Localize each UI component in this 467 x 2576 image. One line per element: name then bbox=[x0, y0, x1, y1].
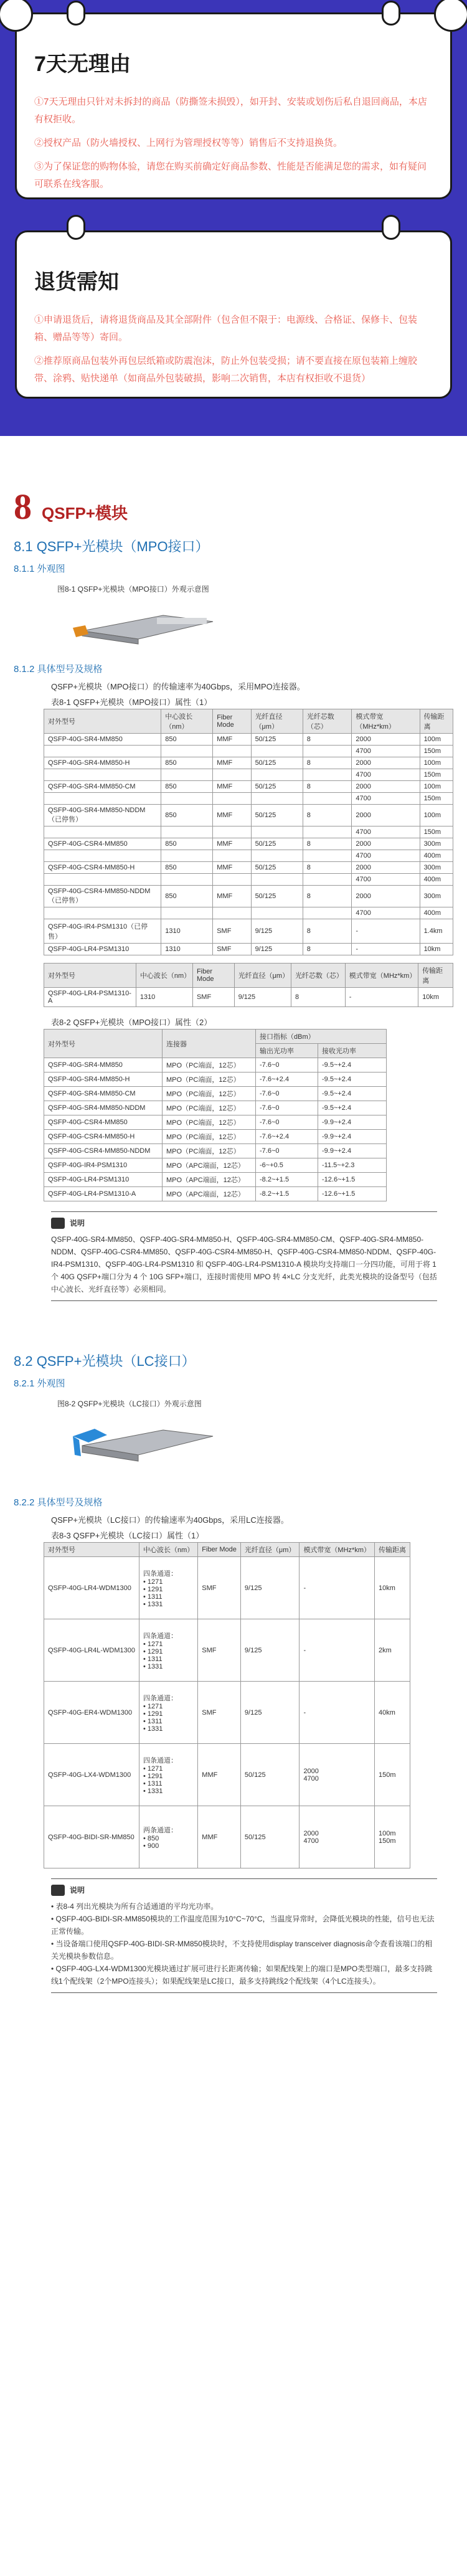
table-cell bbox=[251, 907, 303, 919]
table-row bbox=[44, 1073, 387, 1087]
table-cell: MMF bbox=[198, 1744, 241, 1806]
note-icon bbox=[51, 1885, 65, 1896]
subsection-title: 8.1.1 外观图 bbox=[14, 564, 65, 574]
table-cell: MPO（PC端面，12芯） bbox=[163, 1115, 256, 1130]
table-cell: 850 bbox=[161, 838, 213, 850]
refund-title: 退货需知 bbox=[34, 270, 119, 294]
table-cell: 400m bbox=[420, 850, 453, 862]
table-header: 对外型号 bbox=[44, 1030, 163, 1058]
table-cell bbox=[303, 746, 352, 757]
table-row bbox=[44, 1130, 387, 1144]
table-cell: 8 bbox=[303, 734, 352, 746]
table-cell: QSFP-40G-LR4-PSM1310 bbox=[44, 1173, 163, 1187]
table-cell: 四条通道： • 1271 • 1291 • 1311 • 1331 bbox=[139, 1619, 198, 1682]
table-row bbox=[44, 919, 453, 944]
table-cell: -8.2~+1.5 bbox=[256, 1173, 318, 1187]
table-cell: 2000 bbox=[352, 757, 420, 769]
table-cell bbox=[44, 907, 161, 919]
table-cell: 4700 bbox=[352, 769, 420, 781]
chapter-title: QSFP+模块 bbox=[42, 504, 128, 523]
table-cell bbox=[251, 793, 303, 805]
table-row bbox=[44, 874, 453, 886]
return-title: 7天无理由 bbox=[34, 52, 131, 76]
spec-table-2 bbox=[44, 1029, 387, 1201]
table-cell bbox=[303, 826, 352, 838]
table-cell bbox=[213, 907, 251, 919]
table-cell: 400m bbox=[420, 907, 453, 919]
table-cell: 2km bbox=[375, 1619, 410, 1682]
table-cell: 2000 bbox=[352, 838, 420, 850]
table-cell: -9.5~+2.4 bbox=[318, 1058, 387, 1073]
table-cell: 2000 4700 bbox=[300, 1806, 375, 1868]
table-row bbox=[44, 746, 453, 757]
table-cell bbox=[213, 769, 251, 781]
table-cell: -7.6~+2.4 bbox=[256, 1130, 318, 1144]
table-cell: MPO（APC端面，12芯） bbox=[163, 1173, 256, 1187]
table-cell: 8 bbox=[291, 988, 345, 1007]
table-cell: MPO（PC端面，12芯） bbox=[163, 1087, 256, 1101]
table-cell: -9.9~+2.4 bbox=[318, 1144, 387, 1158]
table-cell bbox=[161, 874, 213, 886]
note-item: • 当设备端口使用QSFP-40G-BIDI-SR-MM850模块时，不支持使用display transceiver diagnosis命令查看该端口的相关光模块参数信息。 bbox=[51, 1939, 433, 1961]
note-item: • QSFP-40G-BIDI-SR-MM850模块的工作温度范围为10°C~70°C，当温度异常时，会降低光模块的性能，信号也无法正常传输。 bbox=[51, 1915, 435, 1936]
manual-document bbox=[0, 486, 467, 1993]
table-row bbox=[44, 1115, 387, 1130]
lc-module-image bbox=[70, 1418, 453, 1477]
table-cell: 150m bbox=[420, 746, 453, 757]
refund-item: ②推荐原商品包装外再包层纸箱或防震泡沫，防止外包装受损；请不要直接在原包装箱上缠胶带、涂鸦、贴快递单（如商品外包装破损，影响二次销售，本店有权拒收不退货） bbox=[34, 356, 418, 384]
table-cell: QSFP-40G-LX4-WDM1300 bbox=[44, 1744, 139, 1806]
table-cell: - bbox=[352, 944, 420, 955]
note-heading: 说明 bbox=[70, 1219, 85, 1228]
table-cell: 1310 bbox=[161, 919, 213, 944]
table-cell: MMF bbox=[198, 1806, 241, 1868]
section-title: 8.1 QSFP+光模块（MPO接口） bbox=[14, 539, 209, 554]
table-cell bbox=[161, 746, 213, 757]
table-cell bbox=[161, 907, 213, 919]
table-cell: 100m bbox=[420, 781, 453, 793]
table-cell: QSFP-40G-SR4-MM850-NDDM bbox=[44, 1101, 163, 1115]
table-cell bbox=[303, 769, 352, 781]
table-caption: 表8-3 QSFP+光模块（LC接口）属性（1） bbox=[51, 1531, 204, 1540]
table-cell: QSFP-40G-CSR4-MM850-NDDM bbox=[44, 1144, 163, 1158]
table-cell: 400m bbox=[420, 874, 453, 886]
table-cell: 850 bbox=[161, 734, 213, 746]
return-item: ③为了保证您的购物体验，请您在购买前确定好商品参数、性能是否能满足您的需求，如有疑问可联系在线客服。 bbox=[34, 161, 427, 189]
table-cell: 四条通道： • 1271 • 1291 • 1311 • 1331 bbox=[139, 1557, 198, 1619]
table-cell bbox=[213, 793, 251, 805]
table-cell: 850 bbox=[161, 862, 213, 874]
card-corner-circle bbox=[434, 0, 467, 32]
table-cell: 9/125 bbox=[251, 919, 303, 944]
table-header: 对外型号 bbox=[44, 964, 136, 988]
table-cell: 50/125 bbox=[251, 734, 303, 746]
table-cell: 850 bbox=[161, 886, 213, 907]
table-cell: -7.6~0 bbox=[256, 1101, 318, 1115]
table-header: 连接器 bbox=[163, 1030, 256, 1058]
table-header: 模式带宽（MHz*km） bbox=[300, 1543, 375, 1557]
table-cell: 9/125 bbox=[240, 1682, 300, 1744]
spec-table-1 bbox=[44, 709, 453, 955]
table-cell: QSFP-40G-LR4-WDM1300 bbox=[44, 1557, 139, 1619]
table-header: 光纤直径（μm） bbox=[251, 709, 303, 734]
table-cell: QSFP-40G-LR4-PSM1310-A bbox=[44, 988, 136, 1007]
table-cell bbox=[213, 826, 251, 838]
table-row bbox=[44, 988, 453, 1007]
table-row bbox=[44, 1158, 387, 1173]
table-cell: 100m 150m bbox=[375, 1806, 410, 1868]
table-cell: MMF bbox=[213, 862, 251, 874]
table-cell: 4700 bbox=[352, 907, 420, 919]
table-cell: 100m bbox=[420, 805, 453, 826]
table-cell bbox=[303, 850, 352, 862]
table-row bbox=[44, 1101, 387, 1115]
table-cell: MPO（PC端面，12芯） bbox=[163, 1144, 256, 1158]
table-header: 光纤直径（μm） bbox=[240, 1543, 300, 1557]
table-cell: 4700 bbox=[352, 826, 420, 838]
table-cell: -9.9~+2.4 bbox=[318, 1115, 387, 1130]
note-box bbox=[51, 1211, 437, 1301]
table-cell: MPO（PC端面，12芯） bbox=[163, 1073, 256, 1087]
table-row bbox=[44, 1744, 410, 1806]
table-header: 光纤芯数（芯） bbox=[291, 964, 345, 988]
table-row bbox=[44, 944, 453, 955]
figure-caption: 图8-1 QSFP+光模块（MPO接口）外观示意图 bbox=[57, 585, 209, 594]
table-cell: QSFP-40G-CSR4-MM850 bbox=[44, 838, 161, 850]
table-cell: QSFP-40G-CSR4-MM850 bbox=[44, 1115, 163, 1130]
table-cell: 2000 bbox=[352, 805, 420, 826]
table-cell: MMF bbox=[213, 805, 251, 826]
table-cell: 9/125 bbox=[234, 988, 291, 1007]
table-cell: 8 bbox=[303, 919, 352, 944]
table-cell: - bbox=[300, 1557, 375, 1619]
table-cell: 50/125 bbox=[251, 805, 303, 826]
table-cell: 8 bbox=[303, 757, 352, 769]
table-cell: -9.5~+2.4 bbox=[318, 1087, 387, 1101]
subsection-title: 8.2.1 外观图 bbox=[14, 1378, 65, 1389]
table-row bbox=[44, 1619, 410, 1682]
table-cell: 8 bbox=[303, 805, 352, 826]
table-cell bbox=[251, 874, 303, 886]
table-header: 对外型号 bbox=[44, 1543, 139, 1557]
table-cell bbox=[213, 850, 251, 862]
table-cell: QSFP-40G-SR4-MM850 bbox=[44, 1058, 163, 1073]
card-ring bbox=[382, 215, 400, 240]
table-row bbox=[44, 850, 453, 862]
table-cell: MMF bbox=[213, 757, 251, 769]
table-cell: 2000 bbox=[352, 781, 420, 793]
table-cell bbox=[213, 746, 251, 757]
table-cell: 9/125 bbox=[240, 1557, 300, 1619]
card-ring bbox=[67, 1, 85, 26]
table-cell bbox=[161, 850, 213, 862]
table-header: 中心波长（nm） bbox=[139, 1543, 198, 1557]
table-row bbox=[44, 781, 453, 793]
table-cell: - bbox=[345, 988, 418, 1007]
table-cell bbox=[161, 793, 213, 805]
notice-banner bbox=[0, 0, 467, 436]
table-row bbox=[44, 1058, 387, 1073]
refund-item: ①申请退货后，请将退货商品及其全部附件（包含但不限于：电源线、合格证、保修卡、包装箱、赠品等等）寄回。 bbox=[34, 315, 418, 343]
table-caption: 表8-2 QSFP+光模块（MPO接口）属性（2） bbox=[51, 1018, 212, 1027]
table-cell bbox=[161, 769, 213, 781]
table-header: 模式带宽（MHz*km） bbox=[352, 709, 420, 734]
table-cell: SMF bbox=[213, 919, 251, 944]
mpo-module-image bbox=[70, 603, 453, 650]
table-row bbox=[44, 734, 453, 746]
spec-table-1b bbox=[44, 963, 453, 1007]
table-row bbox=[44, 1144, 387, 1158]
chapter-number: 8 bbox=[14, 486, 32, 527]
note-text: QSFP-40G-SR4-MM850、QSFP-40G-SR4-MM850-H、QSFP-40G-SR4-MM850-CM、QSFP-40G-SR4-MM850-NDDM、QSFP-40G-CSR4-MM850、QSFP-40G-CSR4-MM850-H、QSFP-40G-CSR4-MM850-NDDM、QSFP-40G-IR4-PSM1310、QSFP-40G-LR4-PSM1310 和 QSFP-40G-LR4-PSM1310-A 模块均支持端口一分四功能，可用于将 1 个 40G QSFP+端口分为 4 个 10G SFP+端口，连接时需使用 MPO 转 4×LC 分支光纤，此类光模块的设备型号（包括中心波长、光纤直径等）必须相同。 bbox=[51, 1235, 437, 1294]
table-cell: 50/125 bbox=[251, 781, 303, 793]
table-cell: 300m bbox=[420, 862, 453, 874]
table-row bbox=[44, 769, 453, 781]
card-ring bbox=[67, 215, 85, 240]
table-cell bbox=[44, 874, 161, 886]
table-cell: 850 bbox=[161, 805, 213, 826]
table-cell: 40km bbox=[375, 1682, 410, 1744]
table-cell: MMF bbox=[213, 886, 251, 907]
table-row bbox=[44, 793, 453, 805]
table-cell: 4700 bbox=[352, 746, 420, 757]
table-cell: 100m bbox=[420, 734, 453, 746]
table-row bbox=[44, 907, 453, 919]
table-cell: MPO（APC端面，12芯） bbox=[163, 1187, 256, 1201]
table-cell: 150m bbox=[420, 769, 453, 781]
refund-policy-card bbox=[15, 230, 452, 399]
table-cell: 50/125 bbox=[251, 862, 303, 874]
table-cell bbox=[251, 769, 303, 781]
table-cell: 四条通道： • 1271 • 1291 • 1311 • 1331 bbox=[139, 1744, 198, 1806]
table-cell: -7.6~0 bbox=[256, 1087, 318, 1101]
table-row bbox=[44, 1087, 387, 1101]
table-cell: QSFP-40G-IR4-PSM1310（已停售） bbox=[44, 919, 161, 944]
table-row bbox=[44, 1187, 387, 1201]
table-cell: QSFP-40G-LR4-PSM1310-A bbox=[44, 1187, 163, 1201]
figure-caption: 图8-2 QSFP+光模块（LC接口）外观示意图 bbox=[57, 1399, 202, 1408]
note-item: • QSFP-40G-LX4-WDM1300光模块通过扩展可进行长距离传输；如果配线架上的端口是MPO类型端口，最多支持跳线1个配线架（2个MPO连接头）；如果配线架是LC接口，最多支持跳线2个配线架（4个LC连接头）。 bbox=[51, 1964, 433, 1986]
table-header: 输出光功率 bbox=[256, 1044, 318, 1058]
table-cell bbox=[161, 826, 213, 838]
note-box bbox=[51, 1878, 437, 1993]
table-cell: 9/125 bbox=[240, 1619, 300, 1682]
table-row bbox=[44, 757, 453, 769]
table-cell: 50/125 bbox=[251, 838, 303, 850]
table-cell: - bbox=[300, 1619, 375, 1682]
table-cell bbox=[44, 769, 161, 781]
note-heading: 说明 bbox=[70, 1886, 85, 1895]
table-cell: 2000 bbox=[352, 734, 420, 746]
table-row bbox=[44, 862, 453, 874]
table-cell: 2000 bbox=[352, 886, 420, 907]
table-cell: MMF bbox=[213, 781, 251, 793]
subsection-title: 8.2.2 具体型号及规格 bbox=[14, 1497, 103, 1508]
table-row bbox=[44, 1557, 410, 1619]
table-cell: -9.9~+2.4 bbox=[318, 1130, 387, 1144]
table-cell: -12.6~+1.5 bbox=[318, 1173, 387, 1187]
table-cell: MMF bbox=[213, 734, 251, 746]
table-cell: 4700 bbox=[352, 850, 420, 862]
table-cell bbox=[44, 746, 161, 757]
table-cell: -8.2~+1.5 bbox=[256, 1187, 318, 1201]
table-header: 中心波长（nm） bbox=[136, 964, 192, 988]
table-cell bbox=[44, 793, 161, 805]
table-cell: QSFP-40G-CSR4-MM850-H bbox=[44, 1130, 163, 1144]
table-cell: -7.6~0 bbox=[256, 1058, 318, 1073]
table-row bbox=[44, 1173, 387, 1187]
table-cell: 8 bbox=[303, 838, 352, 850]
table-cell: QSFP-40G-SR4-MM850-H bbox=[44, 1073, 163, 1087]
table-row bbox=[44, 838, 453, 850]
table-cell: MPO（PC端面，12芯） bbox=[163, 1130, 256, 1144]
table-cell: 1310 bbox=[136, 988, 192, 1007]
table-cell: 8 bbox=[303, 886, 352, 907]
table-header: 中心波长（nm） bbox=[161, 709, 213, 734]
table-cell: QSFP-40G-LR4L-WDM1300 bbox=[44, 1619, 139, 1682]
table-cell: 1310 bbox=[161, 944, 213, 955]
table-cell: -7.6~0 bbox=[256, 1144, 318, 1158]
table-header: Fiber Mode bbox=[192, 964, 234, 988]
return-item: ②授权产品（防火墙授权、上网行为管理授权等等）销售后不支持退换货。 bbox=[34, 138, 343, 148]
table-cell: MPO（APC端面，12芯） bbox=[163, 1158, 256, 1173]
table-header: 传输距离 bbox=[418, 964, 453, 988]
table-cell: -11.5~+2.3 bbox=[318, 1158, 387, 1173]
table-cell: SMF bbox=[213, 944, 251, 955]
table-cell: 150m bbox=[420, 793, 453, 805]
subsection-title: 8.1.2 具体型号及规格 bbox=[14, 664, 103, 675]
table-cell: 8 bbox=[303, 862, 352, 874]
table-cell: 2000 4700 bbox=[300, 1744, 375, 1806]
table-cell: MMF bbox=[213, 838, 251, 850]
table-cell: SMF bbox=[198, 1682, 241, 1744]
table-cell: SMF bbox=[198, 1619, 241, 1682]
table-cell: QSFP-40G-IR4-PSM1310 bbox=[44, 1158, 163, 1173]
table-row bbox=[44, 1682, 410, 1744]
table-header: 传输距离 bbox=[375, 1543, 410, 1557]
table-cell: 10km bbox=[418, 988, 453, 1007]
table-cell: QSFP-40G-SR4-MM850-CM bbox=[44, 781, 161, 793]
table-cell: -7.6~+2.4 bbox=[256, 1073, 318, 1087]
table-cell: 300m bbox=[420, 838, 453, 850]
table-cell: QSFP-40G-LR4-PSM1310 bbox=[44, 944, 161, 955]
note-item: • 表8-4 列出光模块为所有合适通道的平均光功率。 bbox=[51, 1902, 219, 1911]
table-cell: 850 bbox=[161, 781, 213, 793]
table-header: 对外型号 bbox=[44, 709, 161, 734]
table-cell: 150m bbox=[420, 826, 453, 838]
table-cell: 50/125 bbox=[240, 1806, 300, 1868]
table-header: 接口指标（dBm） bbox=[256, 1030, 387, 1044]
table-cell: QSFP-40G-BIDI-SR-MM850 bbox=[44, 1806, 139, 1868]
table-row bbox=[44, 886, 453, 907]
body-text: QSFP+光模块（LC接口）的传输速率为40Gbps，采用LC连接器。 bbox=[51, 1515, 289, 1525]
table-cell: 1.4km bbox=[420, 919, 453, 944]
section-title: 8.2 QSFP+光模块（LC接口） bbox=[14, 1353, 196, 1369]
table-cell: QSFP-40G-CSR4-MM850-H bbox=[44, 862, 161, 874]
table-cell: SMF bbox=[192, 988, 234, 1007]
return-item: ①7天无理由只针对未拆封的商品（防撕签未损毁），如开封、安装或划伤后私自退回商品，本店有权拒收。 bbox=[34, 97, 427, 125]
table-cell: QSFP-40G-ER4-WDM1300 bbox=[44, 1682, 139, 1744]
table-cell: SMF bbox=[198, 1557, 241, 1619]
table-cell: 850 bbox=[161, 757, 213, 769]
table-cell: -9.5~+2.4 bbox=[318, 1073, 387, 1087]
table-cell bbox=[251, 850, 303, 862]
table-cell: 4700 bbox=[352, 793, 420, 805]
table-cell: 8 bbox=[303, 944, 352, 955]
card-corner-circle bbox=[0, 0, 33, 32]
table-cell: -12.6~+1.5 bbox=[318, 1187, 387, 1201]
table-cell bbox=[303, 793, 352, 805]
table-header: Fiber Mode bbox=[213, 709, 251, 734]
table-cell: 4700 bbox=[352, 874, 420, 886]
table-cell: 50/125 bbox=[251, 886, 303, 907]
table-cell bbox=[251, 826, 303, 838]
table-cell: 8 bbox=[303, 781, 352, 793]
table-cell: QSFP-40G-CSR4-MM850-NDDM（已停售） bbox=[44, 886, 161, 907]
body-text: QSFP+光模块（MPO接口）的传输速率为40Gbps，采用MPO连接器。 bbox=[51, 682, 305, 691]
table-cell bbox=[44, 826, 161, 838]
chapter-heading bbox=[14, 486, 453, 528]
table-cell: 100m bbox=[420, 757, 453, 769]
table-cell bbox=[251, 746, 303, 757]
table-caption: 表8-1 QSFP+光模块（MPO接口）属性（1） bbox=[51, 698, 212, 707]
table-cell: QSFP-40G-SR4-MM850-NDDM（已停售） bbox=[44, 805, 161, 826]
table-cell bbox=[303, 874, 352, 886]
table-cell: 150m bbox=[375, 1744, 410, 1806]
table-header: 光纤直径（μm） bbox=[234, 964, 291, 988]
table-cell: QSFP-40G-SR4-MM850 bbox=[44, 734, 161, 746]
table-cell: -6~+0.5 bbox=[256, 1158, 318, 1173]
table-cell: 10km bbox=[375, 1557, 410, 1619]
table-cell: 300m bbox=[420, 886, 453, 907]
table-row bbox=[44, 805, 453, 826]
table-cell: 50/125 bbox=[240, 1744, 300, 1806]
table-cell bbox=[213, 874, 251, 886]
table-header: 接收光功率 bbox=[318, 1044, 387, 1058]
table-cell: 50/125 bbox=[251, 757, 303, 769]
table-header: 传输距离 bbox=[420, 709, 453, 734]
table-cell: 9/125 bbox=[251, 944, 303, 955]
table-cell: 10km bbox=[420, 944, 453, 955]
table-cell: 2000 bbox=[352, 862, 420, 874]
table-row bbox=[44, 1806, 410, 1868]
table-cell: MPO（PC端面，12芯） bbox=[163, 1101, 256, 1115]
table-header: 模式带宽（MHz*km） bbox=[345, 964, 418, 988]
table-cell bbox=[44, 850, 161, 862]
table-cell: -9.5~+2.4 bbox=[318, 1101, 387, 1115]
note-icon bbox=[51, 1218, 65, 1229]
table-cell: QSFP-40G-SR4-MM850-CM bbox=[44, 1087, 163, 1101]
table-cell: -7.6~0 bbox=[256, 1115, 318, 1130]
table-cell: 四条通道： • 1271 • 1291 • 1311 • 1331 bbox=[139, 1682, 198, 1744]
table-header: Fiber Mode bbox=[198, 1543, 241, 1557]
table-header: 光纤芯数（芯） bbox=[303, 709, 352, 734]
table-cell bbox=[303, 907, 352, 919]
table-cell: 两条通道： • 850 • 900 bbox=[139, 1806, 198, 1868]
table-cell: QSFP-40G-SR4-MM850-H bbox=[44, 757, 161, 769]
table-row bbox=[44, 826, 453, 838]
spec-table-3 bbox=[44, 1542, 410, 1868]
table-cell: MPO（PC端面，12芯） bbox=[163, 1058, 256, 1073]
table-cell: - bbox=[352, 919, 420, 944]
card-ring bbox=[382, 1, 400, 26]
table-cell: - bbox=[300, 1682, 375, 1744]
return-policy-card bbox=[15, 12, 452, 199]
